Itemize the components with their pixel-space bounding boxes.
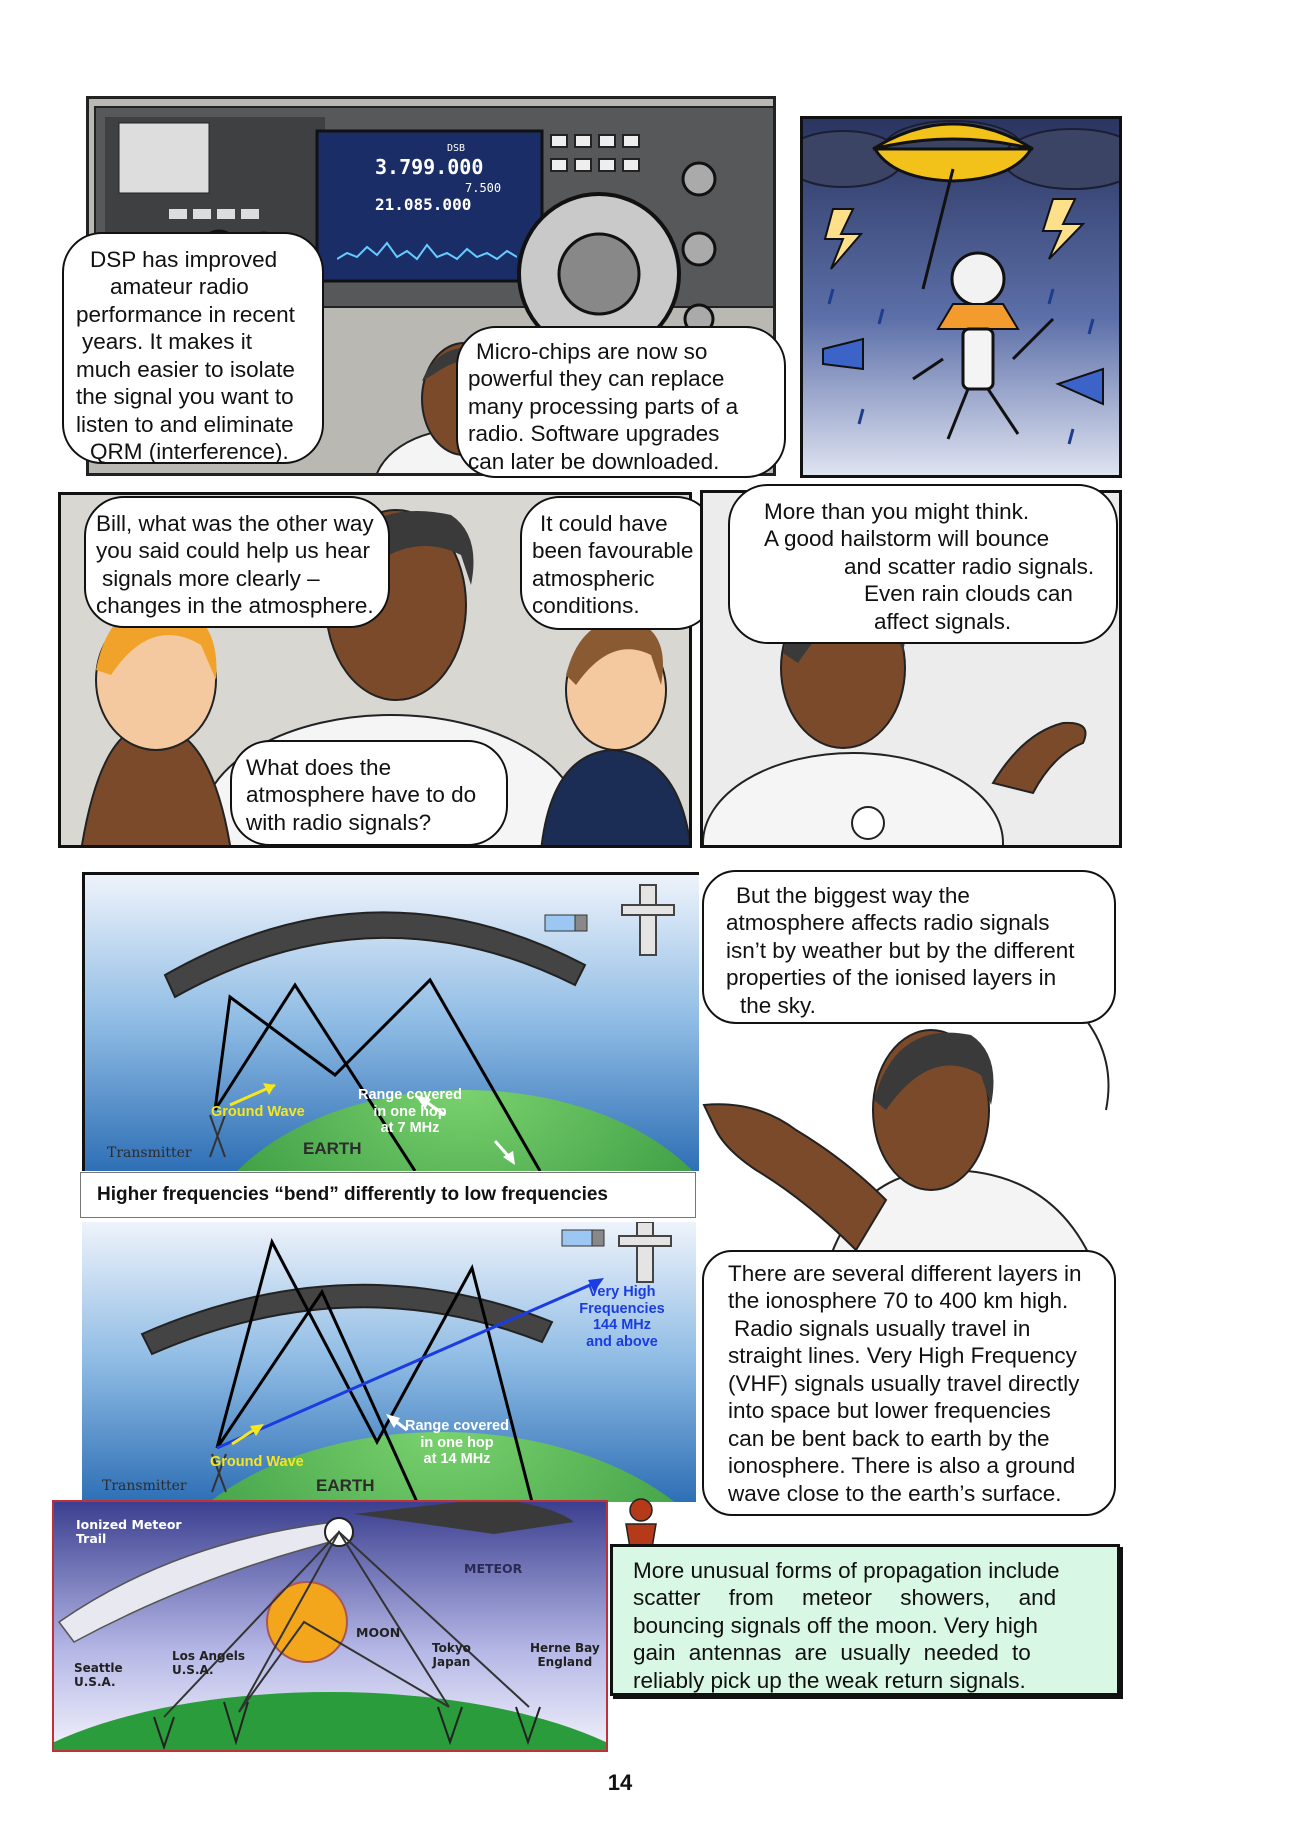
- bill-pointing-illustration: [696, 1000, 1122, 1270]
- bubble-line: What does the: [246, 755, 392, 780]
- bubble-line: straight lines. Very High Frequency: [728, 1343, 1077, 1369]
- speech-bubble-bill-question: [84, 496, 390, 628]
- city-line: Seattle: [74, 1661, 123, 1675]
- radio-screen: [327, 139, 532, 269]
- info-line: More unusual forms of propagation include: [633, 1558, 1060, 1583]
- bubble-line: Bill, what was the other way: [96, 511, 374, 536]
- bubble-line: performance in recent: [76, 301, 295, 327]
- transmitter-label: Transmitter: [107, 1145, 192, 1161]
- moon-label: MOON: [356, 1625, 401, 1640]
- range-line: at 7 MHz: [380, 1120, 440, 1137]
- bubble-line: It could have: [540, 511, 668, 536]
- bubble-line: changes in the atmosphere.: [96, 593, 374, 619]
- bubble-line: But the biggest way the: [736, 883, 970, 908]
- info-line: bouncing signals off the moon. Very high: [633, 1612, 1038, 1638]
- bubble-line: signals more clearly –: [102, 565, 320, 591]
- range-line: in one hop: [420, 1434, 494, 1451]
- info-line: gain antennas are usually needed to: [633, 1640, 1031, 1666]
- bubble-line: DSP has improved: [90, 247, 278, 272]
- range-line: Range covered: [358, 1087, 462, 1103]
- herne-bay-label: [530, 1642, 600, 1670]
- speech-bubble-hailstorm: [728, 484, 1118, 644]
- bubble-line: radio. Software upgrades: [468, 421, 720, 447]
- meteor-label: METEOR: [464, 1561, 523, 1576]
- vhf-line: Frequencies: [579, 1300, 665, 1317]
- bubble-line: QRM (interference).: [90, 439, 289, 465]
- meteor-trail-label: [76, 1518, 182, 1547]
- city-line: Herne Bay: [530, 1641, 600, 1655]
- propagation-diagram-7mhz: [82, 872, 699, 1171]
- bubble-line: Micro-chips are now so: [476, 339, 708, 364]
- storm-illustration: [803, 119, 1122, 478]
- city-line: U.S.A.: [74, 1674, 116, 1689]
- bubble-line: the sky.: [740, 992, 816, 1018]
- bubble-line: atmospheric: [532, 565, 655, 591]
- speech-bubble-microchips: [456, 326, 786, 478]
- bubble-line: wave close to the earth’s surface.: [728, 1480, 1062, 1506]
- bubble-line: More than you might think.: [764, 499, 1030, 524]
- earth-label: EARTH: [303, 1139, 362, 1158]
- speech-bubble-ionosphere-layers: [702, 1250, 1116, 1516]
- bubble-line: can later be downloaded.: [468, 448, 720, 474]
- green-info-box: [610, 1544, 1120, 1696]
- bubble-line: you said could help us hear: [96, 538, 370, 564]
- caption-frequencies: [80, 1172, 696, 1218]
- earth-label: EARTH: [316, 1476, 375, 1495]
- bubble-line: listen to and eliminate: [76, 411, 294, 437]
- radio-mode: DSB: [447, 143, 466, 154]
- panel-bill-pointing: [696, 1000, 1122, 1270]
- caption-text: Higher frequencies “bend” differently to low frequencies: [97, 1184, 608, 1205]
- bubble-line: the signal you want to: [76, 384, 294, 410]
- propagation-diagram-14mhz: [82, 1222, 696, 1502]
- bubble-line: affect signals.: [874, 608, 1012, 634]
- radio-offset: 7.500: [465, 181, 502, 195]
- range-line: in one hop: [373, 1103, 447, 1120]
- speech-bubble-kid-question: [230, 740, 508, 846]
- bubble-line: and scatter radio signals.: [844, 553, 1095, 579]
- city-line: Tokyo: [432, 1641, 471, 1655]
- bubble-line: into space but lower frequencies: [728, 1398, 1051, 1424]
- city-line: Los Angels: [172, 1649, 246, 1663]
- vhf-line: Very High: [588, 1284, 656, 1300]
- bubble-line: atmosphere have to do: [246, 782, 477, 808]
- bubble-line: isn’t by weather but by the different: [726, 937, 1075, 963]
- ground-wave-label: Ground Wave: [210, 1454, 304, 1470]
- bubble-line: many processing parts of a: [468, 393, 739, 419]
- radio-freq-sub: 21.085.000: [375, 195, 472, 214]
- bubble-line: atmosphere affects radio signals: [726, 910, 1050, 936]
- tokyo-label: [432, 1642, 471, 1670]
- info-line: scatter from meteor showers, and: [633, 1585, 1057, 1611]
- los-angeles-label: [172, 1650, 245, 1678]
- meteor-moon-diagram: [52, 1500, 608, 1752]
- bubble-line: (VHF) signals usually travel directly: [728, 1370, 1080, 1396]
- vhf-line: and above: [586, 1334, 658, 1351]
- seattle-label: [74, 1662, 123, 1690]
- bubble-line: much easier to isolate: [76, 356, 295, 382]
- speech-bubble-dsp: [62, 232, 324, 464]
- vhf-line: 144 MHz: [592, 1317, 652, 1334]
- page-number: 14: [607, 1770, 633, 1795]
- city-line: U.S.A.: [172, 1662, 214, 1677]
- bubble-line: with radio signals?: [246, 809, 432, 835]
- bubble-line: properties of the ionised layers in: [726, 965, 1057, 991]
- range-label-7mhz: [335, 1087, 485, 1137]
- range-label-14mhz: [382, 1418, 532, 1468]
- bubble-line: been favourable: [532, 538, 694, 564]
- city-line: Japan: [432, 1654, 471, 1669]
- bubble-line: powerful they can replace: [468, 366, 725, 392]
- trail-line: Trail: [76, 1531, 107, 1547]
- city-line: England: [537, 1654, 593, 1669]
- bubble-line: can be bent back to earth by the: [728, 1425, 1050, 1451]
- info-line: reliably pick up the weak return signals.: [633, 1667, 1026, 1693]
- panel-storm: [800, 116, 1122, 478]
- bubble-line: the ionosphere 70 to 400 km high.: [728, 1288, 1069, 1314]
- transmitter-label: Transmitter: [102, 1478, 187, 1494]
- bubble-line: Radio signals usually travel in: [734, 1315, 1031, 1341]
- radio-freq-main: 3.799.000: [375, 155, 484, 179]
- vhf-label: [562, 1284, 682, 1351]
- speech-bubble-bill-answer: [520, 496, 716, 630]
- bubble-line: ionosphere. There is also a ground: [728, 1453, 1076, 1479]
- range-line: Range covered: [405, 1418, 509, 1434]
- bubble-line: Even rain clouds can: [864, 581, 1073, 607]
- bubble-line: amateur radio: [110, 274, 249, 300]
- range-line: at 14 MHz: [423, 1451, 491, 1468]
- speech-bubble-biggest-way: [702, 870, 1116, 1024]
- bubble-line: years. It makes it: [82, 329, 253, 355]
- trail-line: Ionized Meteor: [76, 1517, 182, 1532]
- bubble-line: A good hailstorm will bounce: [764, 526, 1050, 552]
- bubble-line: There are several different layers in: [728, 1261, 1082, 1286]
- radio-spectrum: [337, 223, 517, 263]
- bubble-line: conditions.: [532, 593, 640, 619]
- ground-wave-label: Ground Wave: [211, 1104, 305, 1120]
